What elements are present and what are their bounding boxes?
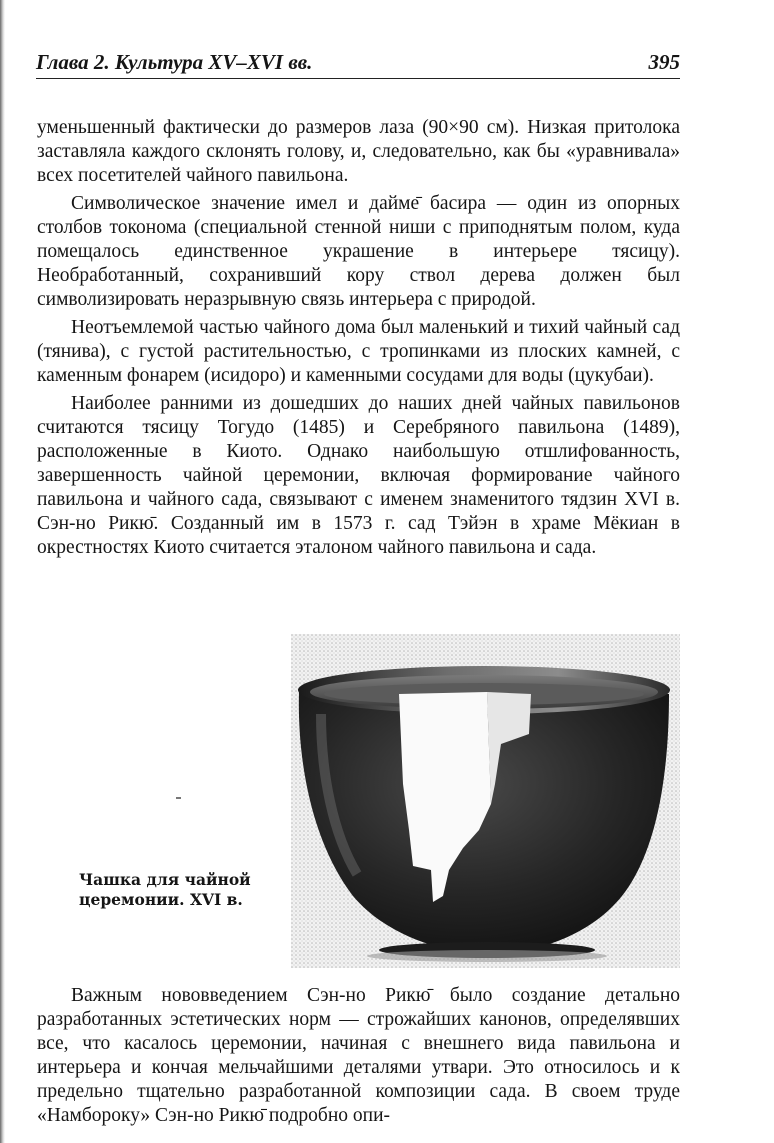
tea-bowl-photo <box>291 634 680 968</box>
scan-speck <box>176 797 181 799</box>
paragraph-1: уменьшенный фактически до размеров лаза (90×90 см). Низкая притолока заставляла каждого склонять голову, и, следовательно, как бы «уравнивала» всех посетителей чайного павильона. <box>37 117 680 186</box>
chapter-title: Глава 2. Культура XV–XVI вв. <box>36 50 313 74</box>
figure-caption <box>79 870 284 910</box>
running-head <box>36 48 680 79</box>
paragraph-4: Наиболее ранними из дошедших до наших дней чайных павильонов считаются тясицу Тогудо (1485) и Серебряного павильона (1489), расположенные в Киото. Однако наибольшую отшлифованность, завершенность чайной церемонии, включая формирование чайного павильона и чайного сада, связывают с именем знаменитого тядзин XVI в. Сэн-но Рикю̄. Созданный им в 1573 г. сад Тэйэн в храме Мёкиан в окрестностях Киото считается эталоном чайного павильона и сада. <box>37 393 680 558</box>
caption-line-2: церемонии. XVI в. <box>79 890 243 909</box>
main-text <box>37 116 680 560</box>
continuation-text <box>37 984 680 1128</box>
paragraph-2: Символическое значение имел и дайме̄ басира — один из опорных столбов токонома (специальной стенной ниши с приподнятым полом, куда помещалось единственное украшение в интерьере тясицу). Необработанный, сохранивший кору ствол дерева должен был символизировать неразрывную связь интерьера с природой. <box>37 193 680 310</box>
page-number: 395 <box>648 50 680 74</box>
binding-edge <box>0 0 5 1143</box>
paragraph-5: Важным нововведением Сэн-но Рикю̄ было создание детально разработанных эстетических норм — строжайших канонов, определявших все, что касалось церемонии, начиная с внешнего вида павильона и интерьера и кончая мельчайшими деталями утвари. Это относилось и к предельно тщательно разработанной композиции сада. В своем труде «Намбороку» Сэн-но Рикю̄ подробно опи- <box>37 985 680 1126</box>
paragraph-3: Неотъемлемой частью чайного дома был маленький и тихий чайный сад (тянива), с густой растительностью, с тропинками из плоских камней, с каменным фонарем (исидоро) и каменными сосудами для воды (цукубаи). <box>37 317 680 386</box>
caption-line-1: Чашка для чайной <box>79 870 251 889</box>
